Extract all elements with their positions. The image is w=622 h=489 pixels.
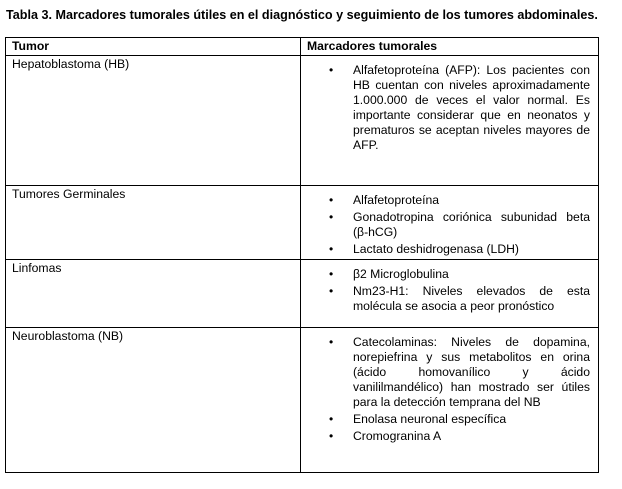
list-item (329, 242, 590, 257)
list-item (329, 429, 590, 444)
bullet-icon: • (329, 412, 334, 426)
bullet-icon: • (329, 242, 334, 256)
tumor-cell: Neuroblastoma (NB) (6, 328, 301, 473)
marker-text: Lactato deshidrogenasa (LDH) (353, 242, 519, 256)
markers-cell (301, 186, 599, 260)
list-item (329, 193, 590, 208)
table-row (6, 56, 599, 186)
tumor-cell: Hepatoblastoma (HB) (6, 56, 301, 186)
markers-list (307, 329, 598, 444)
header-tumor: Tumor (6, 38, 301, 56)
marker-text: Alfafetoproteína (AFP): Los pacientes con HB cuentan con niveles aproximadamente 1.000.000 de veces el valor normal. Es importante considerar que en neonatos y prematuros se aceptan niveles mayores de AFP. (353, 63, 590, 152)
table-caption: Tabla 3. Marcadores tumorales útiles en el diagnóstico y seguimiento de los tumores abdominales. (6, 8, 598, 22)
markers-cell (301, 328, 599, 473)
markers-cell (301, 56, 599, 186)
bullet-icon: • (329, 267, 334, 281)
bullet-icon: • (329, 63, 334, 77)
markers-list (307, 187, 598, 257)
list-item (329, 335, 590, 410)
list-item (329, 210, 590, 240)
marker-text: β2 Microglobulina (353, 267, 449, 281)
marker-text: Gonadotropina coriónica subunidad beta (β-hCG) (353, 210, 590, 239)
table-header-row (6, 38, 599, 56)
marker-text: Nm23-H1: Niveles elevados de esta molécula se asocia a peor pronóstico (353, 284, 590, 313)
tumor-markers-table (5, 37, 599, 473)
list-item (329, 284, 590, 314)
marker-text: Cromogranina A (353, 429, 442, 443)
list-item (329, 63, 590, 153)
markers-cell (301, 260, 599, 328)
tumor-cell: Linfomas (6, 260, 301, 328)
marker-text: Enolasa neuronal específica (353, 412, 507, 426)
markers-list (307, 57, 598, 153)
marker-text: Alfafetoproteína (353, 193, 440, 207)
list-item (329, 267, 590, 282)
markers-list (307, 261, 598, 314)
table-row (6, 186, 599, 260)
bullet-icon: • (329, 284, 334, 298)
table-row (6, 260, 599, 328)
list-item (329, 412, 590, 427)
bullet-icon: • (329, 193, 334, 207)
bullet-icon: • (329, 210, 334, 224)
bullet-icon: • (329, 335, 334, 349)
table-row (6, 328, 599, 473)
marker-text: Catecolaminas: Niveles de dopamina, norepiefrina y sus metabolitos en orina (ácido homovanílico y ácido vanililmandélico) han mostrado ser útiles para la detección temprana del NB (353, 335, 590, 409)
bullet-icon: • (329, 429, 334, 443)
header-marcadores: Marcadores tumorales (301, 38, 599, 56)
tumor-cell: Tumores Germinales (6, 186, 301, 260)
